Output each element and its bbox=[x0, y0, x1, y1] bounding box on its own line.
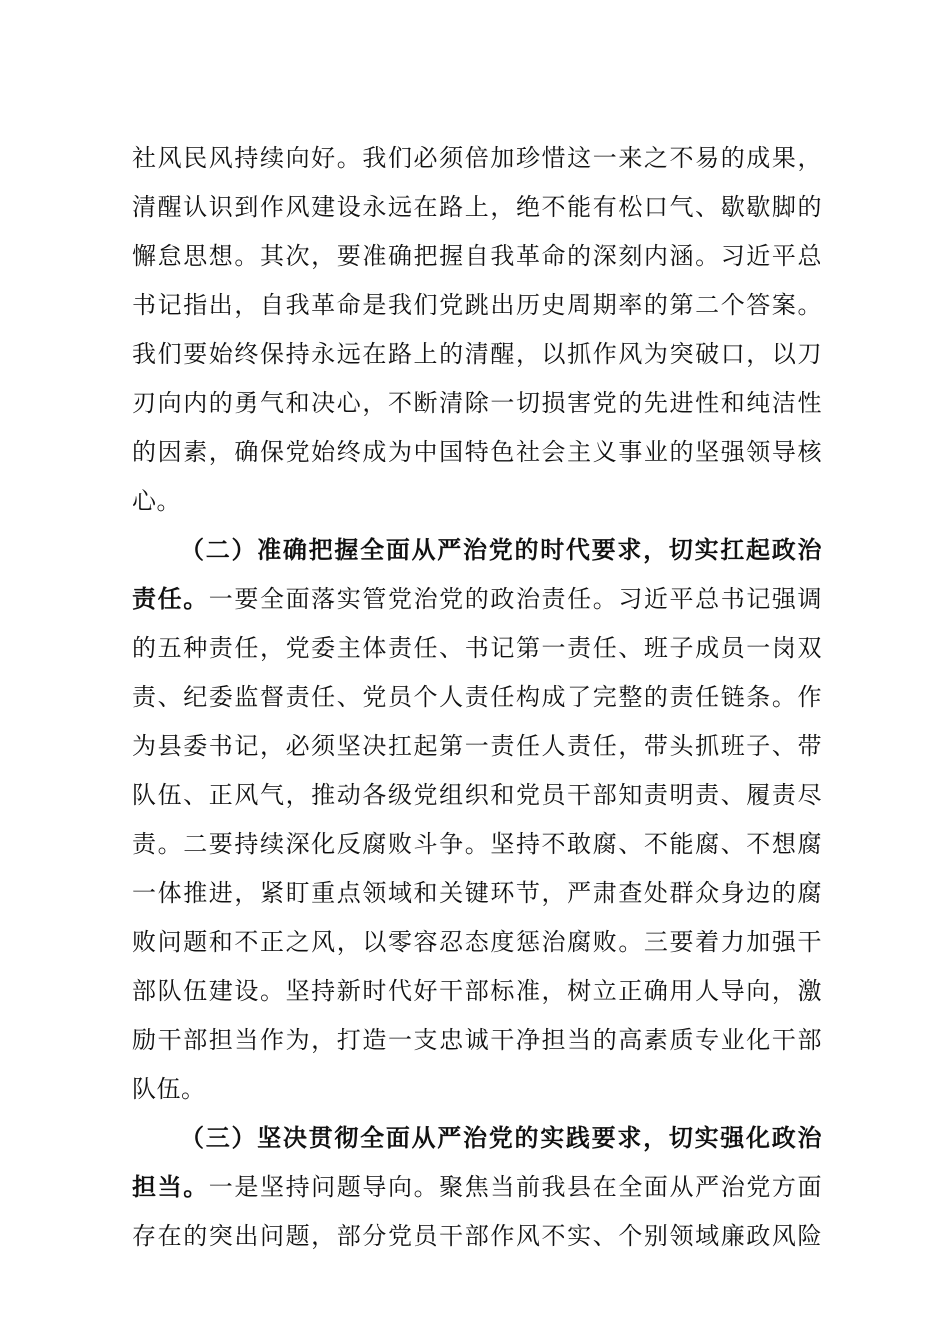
text-line: 败问题和不正之风，以零容忍态度惩治腐败。三要着力加强干 bbox=[132, 928, 822, 956]
text-line: 一体推进，紧盯重点领域和关键环节，严肃查处群众身边的腐 bbox=[132, 879, 822, 907]
text-line: 责。二要持续深化反腐败斗争。坚持不敢腐、不能腐、不想腐 bbox=[132, 830, 822, 858]
text-line: 励干部担当作为，打造一支忠诚干净担当的高素质专业化干部 bbox=[132, 1026, 822, 1054]
text-run: 一要全面落实管党治党的政治责任。习近平总书记强调 bbox=[208, 585, 823, 613]
section-heading-end: 担当。 bbox=[132, 1172, 209, 1201]
text-run: 一是坚持问题导向。聚焦当前我县在全面从严治党方面 bbox=[208, 1173, 823, 1201]
text-line: 刃向内的勇气和决心，不断清除一切损害党的先进性和纯洁性 bbox=[132, 389, 822, 417]
text-line: 为县委书记，必须坚决扛起第一责任人责任，带头抓班子、带 bbox=[132, 732, 822, 760]
text-line: 责、纪委监督责任、党员个人责任构成了完整的责任链条。作 bbox=[132, 683, 822, 711]
text-line: 的因素，确保党始终成为中国特色社会主义事业的坚强领导核 bbox=[132, 438, 822, 466]
text-line: 部队伍建设。坚持新时代好干部标准，树立正确用人导向，激 bbox=[132, 977, 822, 1005]
section-heading-end: 责任。 bbox=[132, 584, 209, 613]
text-line: 我们要始终保持永远在路上的清醒，以抓作风为突破口，以刀 bbox=[132, 340, 822, 368]
text-line: 社风民风持续向好。我们必须倍加珍惜这一来之不易的成果， bbox=[132, 144, 822, 172]
text-line: 心。 bbox=[132, 487, 181, 515]
text-line: 队伍。 bbox=[132, 1075, 206, 1103]
text-line: 书记指出，自我革命是我们党跳出历史周期率的第二个答案。 bbox=[132, 291, 822, 319]
text-line-mixed bbox=[132, 579, 822, 619]
section-heading: （三）坚决贯彻全面从严治党的实践要求，切实强化政治 bbox=[180, 1123, 822, 1152]
text-line: 存在的突出问题，部分党员干部作风不实、个别领域廉政风险 bbox=[132, 1222, 822, 1250]
text-line: 清醒认识到作风建设永远在路上，绝不能有松口气、歇歇脚的 bbox=[132, 193, 822, 221]
text-line: 队伍、正风气，推动各级党组织和党员干部知责明责、履责尽 bbox=[132, 781, 822, 809]
text-line-mixed bbox=[132, 1167, 822, 1207]
text-line: 懈怠思想。其次，要准确把握自我革命的深刻内涵。习近平总 bbox=[132, 242, 822, 270]
text-line: 的五种责任，党委主体责任、书记第一责任、班子成员一岗双 bbox=[132, 634, 822, 662]
section-heading: （二）准确把握全面从严治党的时代要求，切实扛起政治 bbox=[180, 535, 822, 564]
